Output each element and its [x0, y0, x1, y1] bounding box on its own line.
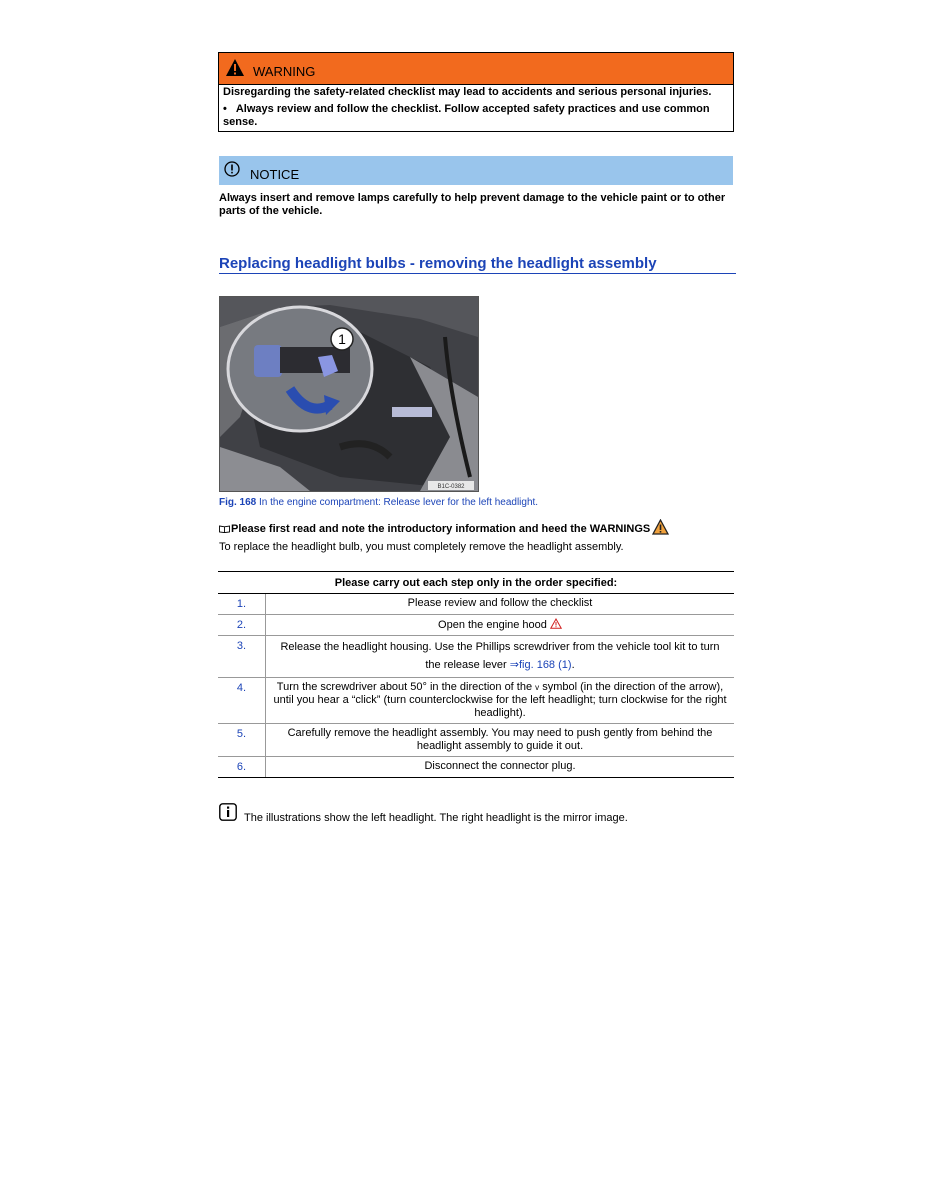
step-text: Disconnect the connector plug.	[266, 757, 735, 778]
book-icon	[219, 525, 230, 533]
warning-box	[218, 52, 734, 132]
step-text: Open the engine hood	[438, 619, 547, 631]
warning-text: Disregarding the safety-related checklist may lead to accidents and serious personal injuries.	[223, 86, 712, 98]
table-row	[218, 615, 734, 636]
step-number: 3.	[218, 636, 266, 678]
intro-text: Please first read and note the introductory information and heed the WARNINGS	[231, 523, 651, 535]
callout-number: 1	[338, 331, 346, 347]
notice-title: NOTICE	[250, 167, 300, 182]
exclamation-circle-icon	[224, 161, 240, 177]
warning-bullet	[223, 103, 729, 129]
engine-compartment-figure	[219, 296, 479, 492]
warning-triangle-icon[interactable]	[550, 618, 562, 629]
step-text-end: .	[571, 659, 575, 671]
figure-caption	[219, 497, 538, 508]
heading-rule	[219, 273, 736, 274]
step-number: 6.	[218, 757, 266, 778]
warning-bullet-text: Always review and follow the checklist. Follow accepted safety practices and use common sense.	[223, 103, 710, 128]
warning-triangle-icon[interactable]	[652, 519, 669, 535]
figure-code: B1C-0382	[437, 484, 465, 490]
table-row	[218, 636, 734, 678]
step-text: Release the headlight housing. Use the Phillips screwdriver from the vehicle tool kit to turn the release lever	[280, 641, 720, 671]
figure-caption-text: In the engine compartment: Release lever for the left headlight.	[259, 497, 539, 508]
step-text: Turn the screwdriver about 50° in the direction of the	[276, 681, 533, 693]
table-header: Please carry out each step only in the order specified:	[218, 572, 734, 594]
step-number: 1.	[218, 594, 266, 615]
replace-instruction: To replace the headlight bulb, you must completely remove the headlight assembly.	[219, 541, 624, 553]
warning-title: WARNING	[253, 64, 316, 79]
notice-text: Always insert and remove lamps carefully to help prevent damage to the vehicle paint or to other parts of the vehicle.	[219, 192, 726, 217]
table-row	[218, 757, 734, 778]
step-text: Please review and follow the checklist	[266, 594, 735, 615]
info-icon	[219, 803, 237, 821]
table-header-row	[218, 572, 734, 594]
table-row	[218, 724, 734, 757]
figure-link[interactable]: fig. 168 (1)	[518, 659, 572, 671]
intro-line	[219, 519, 669, 535]
step-number: 5.	[218, 724, 266, 757]
step-cell	[266, 615, 735, 636]
step-text-continued: symbol (in the direction of the arrow), until you hear a “click” (turn counterclockwise for the left headlight; turn clockwise for the right headlight).	[273, 681, 727, 719]
warning-triangle-icon	[225, 58, 245, 77]
warning-header	[219, 53, 733, 85]
step-number: 4.	[218, 678, 266, 724]
notice-header	[219, 156, 733, 185]
step-cell: Release the headlight housing. Use the Phillips screwdriver from the vehicle tool kit to turn the release lever ⇒fig. 168 (1).	[266, 636, 735, 678]
table-row	[218, 678, 734, 724]
section-heading: Replacing headlight bulbs - removing the headlight assembly	[219, 255, 657, 272]
step-cell	[266, 678, 735, 724]
v-symbol: v	[535, 683, 540, 692]
steps-table	[218, 571, 734, 778]
bullet-dot: •	[223, 103, 227, 115]
engine-compartment-illustration	[220, 297, 478, 491]
step-number: 2.	[218, 615, 266, 636]
table-row	[218, 594, 734, 615]
step-text: Carefully remove the headlight assembly. You may need to push gently from behind the headlight assembly to guide it out.	[266, 724, 735, 757]
figure-label: Fig. 168	[219, 497, 257, 508]
info-note-text: The illustrations show the left headlight. The right headlight is the mirror image.	[244, 812, 628, 824]
